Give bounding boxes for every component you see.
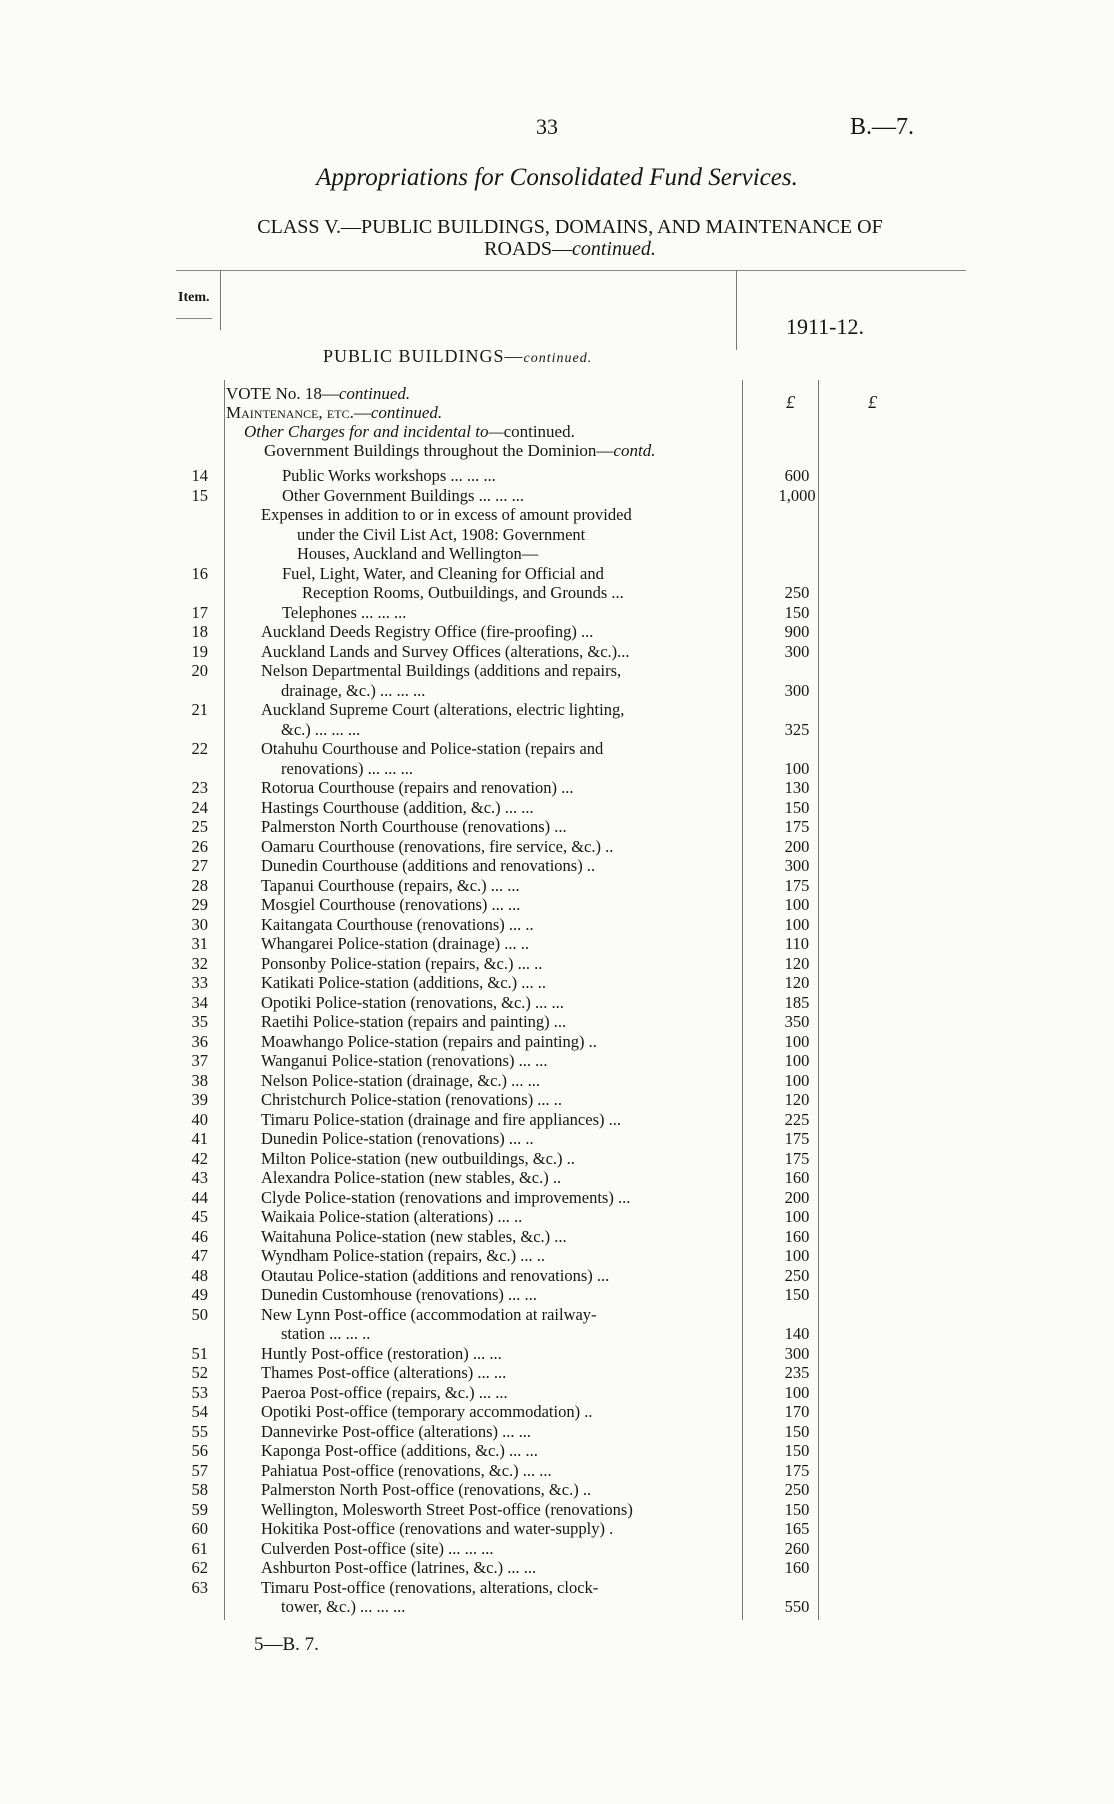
description-line: Auckland Deeds Registry Office (fire-proofing) ... bbox=[261, 622, 594, 641]
table-row bbox=[0, 1012, 1114, 1032]
table-row bbox=[0, 1441, 1114, 1461]
item-description bbox=[261, 1149, 733, 1169]
item-amount: 150 bbox=[784, 1499, 810, 1519]
table-row bbox=[0, 778, 1114, 798]
item-description bbox=[261, 1227, 733, 1247]
item-number: 52 bbox=[191, 1363, 208, 1382]
item-amount: 100 bbox=[784, 758, 810, 778]
description-line: Timaru Post-office (renovations, alterations, clock- bbox=[261, 1577, 599, 1597]
item-number: 22 bbox=[191, 739, 208, 758]
section-title-continued: continued. bbox=[523, 351, 593, 366]
item-description bbox=[261, 895, 733, 915]
item-description bbox=[261, 1168, 733, 1188]
class-heading bbox=[170, 216, 970, 260]
item-number: 30 bbox=[191, 914, 208, 934]
item-description bbox=[261, 915, 733, 935]
table-row bbox=[0, 915, 1114, 935]
description-line: Palmerston North Post-office (renovations, &c.) .. bbox=[261, 1480, 592, 1499]
description-line: tower, &c.) ... ... ... bbox=[281, 1597, 406, 1616]
description-line: Moawhango Police-station (repairs and painting) .. bbox=[261, 1031, 597, 1051]
item-amount: 110 bbox=[784, 934, 810, 953]
item-description bbox=[261, 1383, 733, 1403]
item-description bbox=[261, 1461, 733, 1481]
item-description bbox=[261, 1207, 733, 1227]
item-description bbox=[261, 1305, 733, 1344]
table-row bbox=[0, 1500, 1114, 1520]
item-number: 24 bbox=[191, 797, 208, 817]
item-description bbox=[261, 1285, 733, 1305]
item-amount: 325 bbox=[784, 719, 810, 739]
item-amount: 300 bbox=[784, 1343, 810, 1363]
item-number: 48 bbox=[191, 1265, 208, 1285]
description-line: station ... ... .. bbox=[281, 1324, 371, 1343]
description-line: Nelson Departmental Buildings (additions and repairs, bbox=[261, 661, 622, 680]
item-number: 32 bbox=[191, 953, 208, 973]
maintenance-continued: continued. bbox=[370, 403, 443, 422]
item-number: 15 bbox=[191, 485, 208, 505]
table-row bbox=[0, 1227, 1114, 1247]
description-line: Hokitika Post-office (renovations and water-supply) . bbox=[261, 1519, 614, 1538]
description-line: New Lynn Post-office (accommodation at railway- bbox=[261, 1304, 597, 1324]
description-line: Tapanui Courthouse (repairs, &c.) ... ... bbox=[261, 875, 520, 895]
description-line: renovations) ... ... ... bbox=[281, 758, 413, 778]
govt-buildings-continued: contd. bbox=[613, 441, 656, 460]
table-row bbox=[0, 739, 1114, 778]
item-amount: 120 bbox=[784, 973, 810, 992]
description-line: Waikaia Police-station (alterations) ... .. bbox=[261, 1207, 523, 1226]
item-number: 50 bbox=[191, 1304, 208, 1324]
item-number: 59 bbox=[191, 1499, 208, 1519]
table-row bbox=[0, 954, 1114, 974]
item-description bbox=[261, 505, 733, 564]
item-number: 37 bbox=[191, 1051, 208, 1070]
table-row bbox=[0, 603, 1114, 623]
item-description bbox=[261, 1012, 733, 1032]
year-column-rule bbox=[736, 270, 737, 350]
description-line: Mosgiel Courthouse (renovations) ... ... bbox=[261, 895, 521, 914]
govt-buildings-heading bbox=[264, 441, 655, 461]
item-amount: 100 bbox=[784, 1382, 810, 1402]
item-number: 25 bbox=[191, 817, 208, 836]
item-amount: 165 bbox=[784, 1519, 810, 1538]
item-number: 28 bbox=[191, 875, 208, 895]
description-line: Houses, Auckland and Wellington— bbox=[297, 544, 539, 563]
description-line: Katikati Police-station (additions, &c.) ... .. bbox=[261, 973, 547, 992]
table-row bbox=[0, 1129, 1114, 1149]
item-amount: 185 bbox=[784, 992, 810, 1012]
item-description bbox=[261, 1402, 733, 1422]
item-number: 44 bbox=[191, 1187, 208, 1207]
item-amount: 120 bbox=[784, 1090, 810, 1109]
item-amount: 150 bbox=[784, 602, 810, 622]
description-line: Wyndham Police-station (repairs, &c.) ... .. bbox=[261, 1246, 546, 1265]
item-head-rule bbox=[176, 318, 212, 319]
item-number: 43 bbox=[191, 1168, 208, 1187]
table-row bbox=[0, 1305, 1114, 1344]
item-number: 38 bbox=[191, 1070, 208, 1090]
item-amount: 175 bbox=[784, 1148, 810, 1168]
item-amount: 250 bbox=[784, 1480, 810, 1499]
table-row bbox=[0, 700, 1114, 739]
item-description bbox=[261, 1480, 733, 1500]
description-line: Hastings Courthouse (addition, &c.) ... ... bbox=[261, 797, 534, 817]
item-number: 31 bbox=[191, 934, 208, 953]
item-amount: 600 bbox=[784, 466, 810, 485]
table-row bbox=[0, 993, 1114, 1013]
item-description bbox=[261, 1246, 733, 1266]
item-number: 49 bbox=[191, 1285, 208, 1304]
item-amount: 100 bbox=[784, 1207, 810, 1226]
item-description bbox=[261, 856, 733, 876]
item-number: 26 bbox=[191, 836, 208, 856]
item-description bbox=[282, 603, 733, 623]
item-description bbox=[261, 1344, 733, 1364]
item-description bbox=[261, 1051, 733, 1071]
description-line: Opotiki Police-station (renovations, &c.) ... ... bbox=[261, 992, 564, 1012]
item-amount: 300 bbox=[784, 641, 810, 661]
item-amount: 300 bbox=[784, 680, 810, 700]
table-row bbox=[0, 1266, 1114, 1286]
table-row bbox=[0, 486, 1114, 506]
description-line: Auckland Lands and Survey Offices (alterations, &c.)... bbox=[261, 641, 630, 661]
item-number: 17 bbox=[191, 602, 208, 622]
item-description bbox=[261, 642, 733, 662]
description-line: Ponsonby Police-station (repairs, &c.) ... .. bbox=[261, 953, 543, 973]
item-number: 54 bbox=[191, 1402, 208, 1421]
vote-text: VOTE No. 18— bbox=[226, 384, 339, 403]
item-description bbox=[261, 1539, 733, 1559]
description-line: Palmerston North Courthouse (renovations) ... bbox=[261, 817, 567, 836]
table-row bbox=[0, 1149, 1114, 1169]
description-line: Kaponga Post-office (additions, &c.) ... ... bbox=[261, 1441, 538, 1460]
item-number: 41 bbox=[191, 1129, 208, 1148]
section-title bbox=[323, 346, 592, 367]
description-line: Whangarei Police-station (drainage) ... .. bbox=[261, 934, 530, 953]
item-number: 27 bbox=[191, 856, 208, 875]
description-line: Dunedin Police-station (renovations) ... .. bbox=[261, 1129, 534, 1148]
description-line: Dunedin Customhouse (renovations) ... ... bbox=[261, 1285, 537, 1304]
description-line: Telephones ... ... ... bbox=[282, 602, 407, 622]
item-number: 40 bbox=[191, 1109, 208, 1129]
item-description bbox=[261, 661, 733, 700]
table-row bbox=[0, 1539, 1114, 1559]
item-description bbox=[261, 739, 733, 778]
item-description bbox=[261, 1422, 733, 1442]
item-amount: 100 bbox=[784, 914, 810, 934]
description-line: Expenses in addition to or in excess of amount provided bbox=[261, 505, 632, 524]
table-row bbox=[0, 1246, 1114, 1266]
table-row bbox=[0, 837, 1114, 857]
item-amount: 175 bbox=[784, 1129, 810, 1148]
description-line: Thames Post-office (alterations) ... ... bbox=[261, 1363, 507, 1382]
document-reference: B.—7. bbox=[850, 114, 915, 140]
description-line: Wellington, Molesworth Street Post-office (renovations) bbox=[261, 1499, 633, 1519]
item-number: 60 bbox=[191, 1519, 208, 1538]
description-line: Wanganui Police-station (renovations) ... ... bbox=[261, 1051, 548, 1070]
table-row bbox=[0, 1168, 1114, 1188]
description-line: Oamaru Courthouse (renovations, fire service, &c.) .. bbox=[261, 836, 614, 856]
item-amount: 160 bbox=[784, 1226, 810, 1246]
item-amount: 250 bbox=[784, 1265, 810, 1285]
table-row bbox=[0, 564, 1114, 603]
description-line: Public Works workshops ... ... ... bbox=[282, 466, 496, 485]
description-line: Dunedin Courthouse (additions and renovations) .. bbox=[261, 856, 596, 875]
item-amount: 100 bbox=[784, 895, 810, 914]
table-row bbox=[0, 1578, 1114, 1617]
other-charges-text: Other Charges for and incidental to— bbox=[244, 422, 504, 441]
item-number: 21 bbox=[191, 700, 208, 719]
table-row bbox=[0, 622, 1114, 642]
item-amount: 100 bbox=[784, 1051, 810, 1070]
description-line: Clyde Police-station (renovations and improvements) ... bbox=[261, 1187, 631, 1207]
table-row bbox=[0, 1519, 1114, 1539]
item-number: 16 bbox=[191, 563, 208, 583]
item-description bbox=[261, 954, 733, 974]
year-column-header: 1911-12. bbox=[786, 314, 865, 339]
item-description bbox=[261, 1090, 733, 1110]
description-line: Waitahuna Police-station (new stables, &c.) ... bbox=[261, 1226, 567, 1246]
other-charges-continued: continued. bbox=[503, 422, 575, 441]
item-number: 14 bbox=[191, 466, 208, 485]
item-number: 61 bbox=[191, 1538, 208, 1558]
item-amount: 150 bbox=[784, 797, 810, 817]
table-row bbox=[0, 1480, 1114, 1500]
item-number: 56 bbox=[191, 1441, 208, 1460]
table-row bbox=[0, 1051, 1114, 1071]
table-row bbox=[0, 1422, 1114, 1442]
item-amount: 250 bbox=[784, 583, 810, 602]
table-row bbox=[0, 661, 1114, 700]
item-amount: 150 bbox=[784, 1441, 810, 1460]
description-line: Other Government Buildings ... ... ... bbox=[282, 485, 524, 505]
description-line: Rotorua Courthouse (repairs and renovation) ... bbox=[261, 778, 574, 797]
item-amount: 260 bbox=[784, 1538, 810, 1558]
item-number: 20 bbox=[191, 661, 208, 680]
item-amount: 300 bbox=[784, 856, 810, 875]
other-charges-heading bbox=[244, 422, 575, 442]
table-row bbox=[0, 1461, 1114, 1481]
description-line: &c.) ... ... ... bbox=[281, 719, 361, 739]
item-description bbox=[261, 1129, 733, 1149]
page-title: Appropriations for Consolidated Fund Services. bbox=[316, 164, 798, 191]
table-top-rule bbox=[176, 270, 966, 271]
table-row bbox=[0, 466, 1114, 486]
maintenance-text: Maintenance, etc.— bbox=[226, 403, 371, 422]
item-description bbox=[261, 700, 733, 739]
item-description bbox=[261, 1578, 733, 1617]
item-description bbox=[261, 778, 733, 798]
table-row bbox=[0, 1558, 1114, 1578]
item-amount: 200 bbox=[784, 836, 810, 856]
item-number: 35 bbox=[191, 1012, 208, 1031]
item-description bbox=[261, 1110, 733, 1130]
item-number: 58 bbox=[191, 1480, 208, 1499]
table-row bbox=[0, 1110, 1114, 1130]
page-number: 33 bbox=[536, 114, 558, 139]
item-amount: 160 bbox=[784, 1558, 810, 1577]
description-line: Pahiatua Post-office (renovations, &c.) ... ... bbox=[261, 1460, 552, 1480]
description-line: Fuel, Light, Water, and Cleaning for Official and bbox=[282, 563, 604, 583]
item-description bbox=[261, 798, 733, 818]
table-row bbox=[0, 1207, 1114, 1227]
table-row bbox=[0, 817, 1114, 837]
description-line: Otahuhu Courthouse and Police-station (repairs and bbox=[261, 739, 604, 758]
item-amount: 150 bbox=[784, 1421, 810, 1441]
description-line: drainage, &c.) ... ... ... bbox=[281, 680, 426, 700]
item-amount: 130 bbox=[784, 778, 810, 797]
item-number: 55 bbox=[191, 1421, 208, 1441]
description-line: Culverden Post-office (site) ... ... ... bbox=[261, 1538, 494, 1558]
table-row bbox=[0, 1071, 1114, 1091]
item-amount: 170 bbox=[784, 1402, 810, 1421]
description-line: Huntly Post-office (restoration) ... ... bbox=[261, 1343, 502, 1363]
item-number: 42 bbox=[191, 1148, 208, 1168]
class-heading-line-1: CLASS V.—PUBLIC BUILDINGS, DOMAINS, AND MAINTENANCE OF bbox=[257, 216, 883, 238]
table-row bbox=[0, 1090, 1114, 1110]
item-amount: 175 bbox=[784, 1460, 810, 1480]
item-description bbox=[261, 1441, 733, 1461]
item-description bbox=[261, 993, 733, 1013]
item-number: 62 bbox=[191, 1558, 208, 1577]
item-description bbox=[261, 876, 733, 896]
item-amount: 175 bbox=[784, 817, 810, 836]
table-row bbox=[0, 1032, 1114, 1052]
table-row bbox=[0, 1363, 1114, 1383]
table-row bbox=[0, 1285, 1114, 1305]
table-row bbox=[0, 856, 1114, 876]
item-amount: 900 bbox=[784, 622, 810, 641]
item-description bbox=[261, 1519, 733, 1539]
description-line: Otautau Police-station (additions and renovations) ... bbox=[261, 1265, 610, 1285]
item-number: 47 bbox=[191, 1246, 208, 1265]
table-row bbox=[0, 1402, 1114, 1422]
item-amount: 160 bbox=[784, 1168, 810, 1187]
class-heading-continued: continued. bbox=[571, 238, 656, 260]
page-footer: 5—B. 7. bbox=[254, 1634, 319, 1655]
description-line: Christchurch Police-station (renovations) ... .. bbox=[261, 1090, 563, 1109]
govt-buildings-text: Government Buildings throughout the Dominion— bbox=[264, 441, 614, 460]
currency-symbol-2: £ bbox=[868, 392, 877, 412]
item-number: 39 bbox=[191, 1090, 208, 1109]
item-number: 33 bbox=[191, 973, 208, 992]
description-line: Kaitangata Courthouse (renovations) ... .. bbox=[261, 914, 534, 934]
item-amount: 120 bbox=[784, 953, 810, 973]
description-line: Opotiki Post-office (temporary accommodation) .. bbox=[261, 1402, 593, 1421]
table-row bbox=[0, 505, 1114, 564]
description-line: Alexandra Police-station (new stables, &c.) .. bbox=[261, 1168, 562, 1187]
description-line: Timaru Police-station (drainage and fire appliances) ... bbox=[261, 1109, 621, 1129]
item-description bbox=[261, 973, 733, 993]
item-number: 57 bbox=[191, 1460, 208, 1480]
item-amount: 1,000 bbox=[778, 485, 816, 505]
table-row bbox=[0, 1188, 1114, 1208]
item-description bbox=[261, 1500, 733, 1520]
class-heading-roads: ROADS— bbox=[484, 238, 572, 260]
item-amount: 150 bbox=[784, 1285, 810, 1304]
description-line: Dannevirke Post-office (alterations) ... ... bbox=[261, 1421, 532, 1441]
item-number: 23 bbox=[191, 778, 208, 797]
item-number: 36 bbox=[191, 1031, 208, 1051]
description-line: Paeroa Post-office (repairs, &c.) ... ... bbox=[261, 1382, 508, 1402]
item-description bbox=[261, 1071, 733, 1091]
item-amount: 140 bbox=[784, 1324, 810, 1343]
table-row bbox=[0, 798, 1114, 818]
item-description bbox=[282, 486, 733, 506]
table-row bbox=[0, 1344, 1114, 1364]
item-number: 53 bbox=[191, 1382, 208, 1402]
table-row bbox=[0, 973, 1114, 993]
description-line: Raetihi Police-station (repairs and painting) ... bbox=[261, 1012, 567, 1031]
item-description bbox=[261, 1558, 733, 1578]
item-amount: 100 bbox=[784, 1031, 810, 1051]
item-amount: 200 bbox=[784, 1187, 810, 1207]
description-line: Milton Police-station (new outbuildings, &c.) .. bbox=[261, 1148, 575, 1168]
item-number: 51 bbox=[191, 1343, 208, 1363]
item-description bbox=[261, 1188, 733, 1208]
description-line: under the Civil List Act, 1908: Government bbox=[297, 524, 586, 544]
description-line: Ashburton Post-office (latrines, &c.) ... ... bbox=[261, 1558, 537, 1577]
item-description bbox=[261, 1032, 733, 1052]
class-heading-line-2 bbox=[170, 238, 970, 260]
item-amount: 175 bbox=[784, 875, 810, 895]
item-amount: 100 bbox=[784, 1070, 810, 1090]
table-row bbox=[0, 876, 1114, 896]
item-amount: 350 bbox=[784, 1012, 810, 1031]
item-number: 45 bbox=[191, 1207, 208, 1226]
vote-heading bbox=[226, 384, 410, 404]
item-description bbox=[261, 1363, 733, 1383]
item-description bbox=[261, 934, 733, 954]
item-description bbox=[261, 1266, 733, 1286]
currency-symbol-1: £ bbox=[786, 392, 795, 412]
description-line: Nelson Police-station (drainage, &c.) ... ... bbox=[261, 1070, 541, 1090]
item-description bbox=[261, 622, 733, 642]
table-row bbox=[0, 895, 1114, 915]
item-number: 46 bbox=[191, 1226, 208, 1246]
item-description bbox=[261, 837, 733, 857]
item-number: 29 bbox=[191, 895, 208, 914]
description-line: Auckland Supreme Court (alterations, electric lighting, bbox=[261, 700, 625, 719]
item-number: 34 bbox=[191, 992, 208, 1012]
item-column-rule bbox=[220, 270, 221, 330]
item-description bbox=[282, 466, 733, 486]
description-line: Reception Rooms, Outbuildings, and Grounds ... bbox=[302, 583, 624, 602]
item-column-header: Item. bbox=[178, 290, 210, 305]
item-number: 63 bbox=[191, 1577, 208, 1597]
item-amount: 550 bbox=[784, 1597, 810, 1616]
item-number: 19 bbox=[191, 641, 208, 661]
table-row bbox=[0, 1383, 1114, 1403]
item-description bbox=[282, 564, 733, 603]
maintenance-heading bbox=[226, 403, 442, 423]
item-number: 18 bbox=[191, 622, 208, 641]
appropriation-rows bbox=[0, 466, 1114, 1617]
item-amount: 235 bbox=[784, 1363, 810, 1382]
item-description bbox=[261, 817, 733, 837]
section-title-text: PUBLIC BUILDINGS— bbox=[323, 346, 524, 366]
table-row bbox=[0, 642, 1114, 662]
vote-continued: continued. bbox=[338, 384, 411, 403]
item-amount: 225 bbox=[784, 1109, 810, 1129]
table-row bbox=[0, 934, 1114, 954]
item-amount: 100 bbox=[784, 1246, 810, 1265]
